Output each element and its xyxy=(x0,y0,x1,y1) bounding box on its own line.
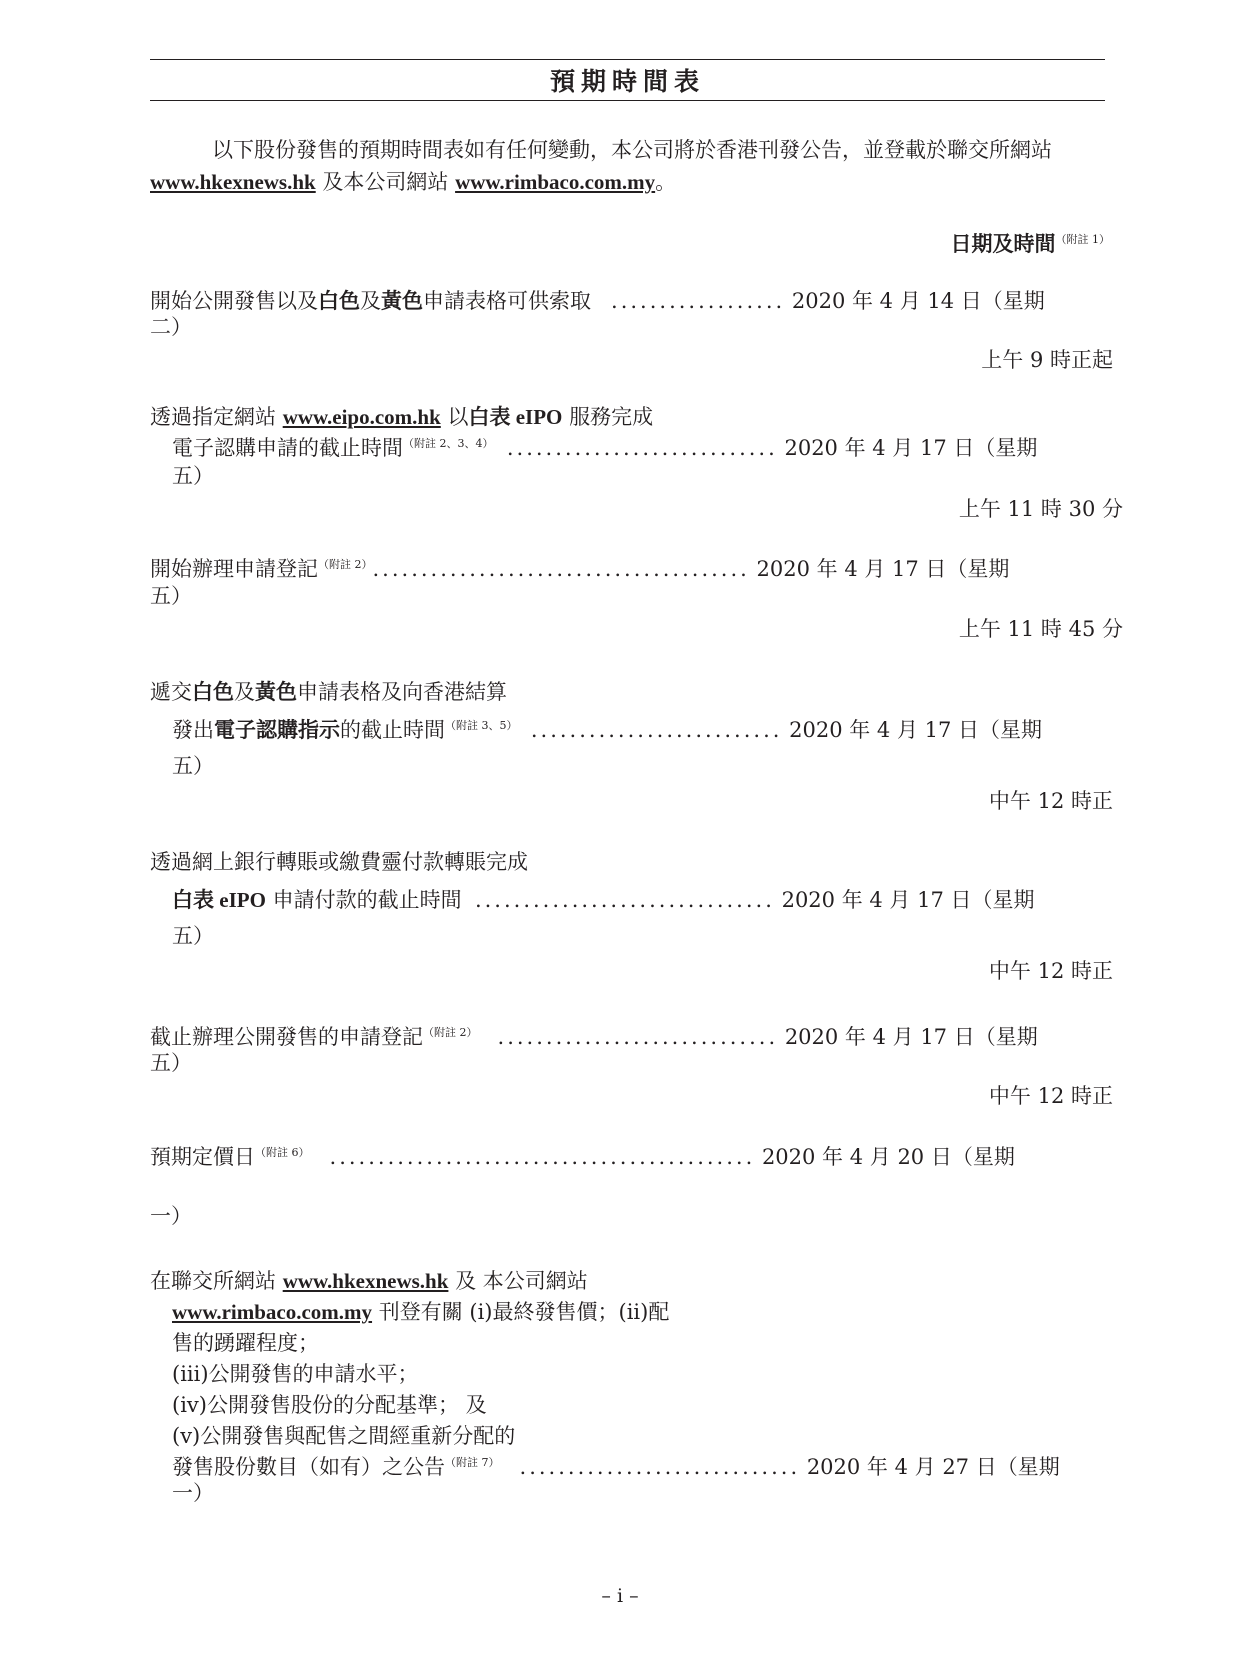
row-2-bold-eipo: eIPO xyxy=(510,405,563,429)
row-4-bold-electronic: 電子認購指示 xyxy=(214,718,340,742)
row-2-date: 2020 年 4 月 17 日（星期 xyxy=(784,436,1038,460)
hkexnews-link[interactable]: www.hkexnews.hk xyxy=(150,170,316,194)
header-bottom-rule xyxy=(150,100,1105,101)
intro-text-a: 以下股份發售的預期時間表如有任何變動，本公司將於香港刊發公告，並登載於聯交所網站 xyxy=(212,138,1052,162)
row-8-text-b: 及 本公司網站 xyxy=(448,1269,588,1293)
row-2-dots: ............................ xyxy=(506,436,778,460)
row-2-text-b: 以 xyxy=(440,405,469,429)
row-8-text: 在聯交所網站 xyxy=(150,1269,283,1293)
row-8-line-6: (v)公開發售與配售之間經重新分配的 xyxy=(172,1424,516,1448)
row-1-date-wrap: 二） xyxy=(150,315,192,339)
row-4-time: 中午 12 時正 xyxy=(988,789,1113,813)
row-8-line-4: (iii)公開發售的申請水平； xyxy=(172,1362,419,1386)
row-8-line-3: 售的踴躍程度； xyxy=(172,1331,319,1355)
header-top-rule xyxy=(150,59,1105,60)
row-8-line-2 xyxy=(172,1296,669,1326)
column-heading xyxy=(951,228,1111,258)
row-1-dots: .................. xyxy=(611,289,786,313)
row-4-text-c: 的截止時間 xyxy=(340,718,445,742)
row-6-text: 截止辦理公開發售的申請登記 xyxy=(150,1025,423,1049)
row-4-bold-white: 白色 xyxy=(192,680,234,704)
rimbaco-link-2[interactable]: www.rimbaco.com.my xyxy=(172,1300,373,1324)
row-4-text-tail: 申請表格及向香港結算 xyxy=(297,680,507,704)
row-1-text: 開始公開發售以及 xyxy=(150,289,318,313)
row-5-dots: ............................... xyxy=(474,888,775,912)
row-6-time: 中午 12 時正 xyxy=(988,1084,1113,1108)
row-4-text: 遞交 xyxy=(150,680,192,704)
row-3-date: 2020 年 4 月 17 日（星期 xyxy=(756,557,1010,581)
row-3-text: 開始辦理申請登記 xyxy=(150,557,318,581)
intro-paragraph xyxy=(150,134,1110,198)
row-7-dots: ............................................ xyxy=(329,1145,756,1169)
row-1-time: 上午 9 時正起 xyxy=(981,348,1113,372)
row-3-dots: ....................................... xyxy=(372,557,750,581)
row-8-event xyxy=(150,1265,588,1295)
row-1-date: 2020 年 4 月 14 日（星期 xyxy=(791,289,1045,313)
row-6-event xyxy=(150,1021,1038,1051)
row-6-dots: ............................. xyxy=(497,1025,779,1049)
row-7-note: （附註 6） xyxy=(255,1146,310,1159)
row-5-event: 透過網上銀行轉賬或繳費靈付款轉賬完成 xyxy=(150,850,528,874)
row-2-time: 上午 11 時 30 分 xyxy=(958,497,1123,521)
row-2-bold-white-form: 白表 xyxy=(468,405,511,429)
page-number: – i – xyxy=(601,1585,639,1607)
row-4-bold-yellow: 黃色 xyxy=(255,680,297,704)
column-heading-note: （附註 1） xyxy=(1055,233,1110,246)
row-5-bold-eipo: eIPO xyxy=(214,888,266,912)
row-3-event xyxy=(150,553,1009,583)
row-8-date: 2020 年 4 月 27 日（星期 xyxy=(806,1455,1060,1479)
row-8-date-wrap: 一） xyxy=(172,1481,214,1505)
row-5-time: 中午 12 時正 xyxy=(988,959,1113,983)
row-2-note: （附註 2、3、4） xyxy=(403,437,494,450)
row-4-note: （附註 3、5） xyxy=(445,719,518,732)
row-1-bold-yellow: 黃色 xyxy=(381,289,423,313)
intro-text-b: 及本公司網站 xyxy=(315,170,456,194)
row-2-event xyxy=(150,401,653,431)
row-7-date-wrap: 一） xyxy=(150,1204,192,1228)
row-5-date-wrap: 五） xyxy=(172,924,214,948)
row-6-date: 2020 年 4 月 17 日（星期 xyxy=(784,1025,1038,1049)
row-8-line-7 xyxy=(172,1451,1060,1481)
row-6-note: （附註 2） xyxy=(423,1026,478,1039)
row-8-note: （附註 7） xyxy=(445,1456,500,1469)
row-1-text-tail: 申請表格可供索取 xyxy=(423,289,591,313)
row-2-text-d: 電子認購申請的截止時間 xyxy=(172,436,403,460)
row-1-bold-white: 白色 xyxy=(318,289,360,313)
row-4-date: 2020 年 4 月 17 日（星期 xyxy=(789,718,1043,742)
row-5-date: 2020 年 4 月 17 日（星期 xyxy=(781,888,1035,912)
row-4-text-b: 發出 xyxy=(172,718,214,742)
eipo-link[interactable]: www.eipo.com.hk xyxy=(282,405,441,429)
row-7-date: 2020 年 4 月 20 日（星期 xyxy=(761,1145,1015,1169)
row-1-text-and: 及 xyxy=(360,289,381,313)
row-2-text-c: 服務完成 xyxy=(562,405,654,429)
row-4-date-wrap: 五） xyxy=(172,754,214,778)
row-4-dots: .......................... xyxy=(530,718,783,742)
row-3-date-wrap: 五） xyxy=(150,584,192,608)
row-1-event xyxy=(150,285,1045,315)
page-title: 預期時間表 xyxy=(549,67,705,96)
row-6-date-wrap: 五） xyxy=(150,1051,192,1075)
hkexnews-link-2[interactable]: www.hkexnews.hk xyxy=(282,1269,449,1293)
column-heading-label: 日期及時間 xyxy=(950,232,1056,256)
row-5-text-b: 申請付款的截止時間 xyxy=(265,888,462,912)
row-5-event-cont xyxy=(172,884,1034,914)
row-4-event xyxy=(150,676,507,706)
row-3-note: （附註 2） xyxy=(318,558,373,571)
row-8-text-h: 發售股份數目（如有）之公告 xyxy=(172,1455,445,1479)
row-8-text-c: 刊登有關 (i)最終發售價；(ii)配 xyxy=(372,1300,670,1324)
row-2-date-wrap: 五） xyxy=(172,464,214,488)
row-2-text: 透過指定網站 xyxy=(150,405,283,429)
row-8-dots: ............................. xyxy=(519,1455,801,1479)
row-3-time: 上午 11 時 45 分 xyxy=(958,617,1123,641)
row-8-line-5: (iv)公開發售股份的分配基準； 及 xyxy=(172,1393,487,1417)
row-5-bold-white-form: 白表 xyxy=(172,888,214,912)
rimbaco-link[interactable]: www.rimbaco.com.my xyxy=(455,170,656,194)
row-2-event-cont xyxy=(172,432,1037,462)
row-4-event-cont xyxy=(172,714,1042,744)
intro-text-c: 。 xyxy=(655,170,677,194)
row-7-event xyxy=(150,1141,1015,1171)
row-4-text-and: 及 xyxy=(234,680,255,704)
row-7-text: 預期定價日 xyxy=(150,1145,255,1169)
